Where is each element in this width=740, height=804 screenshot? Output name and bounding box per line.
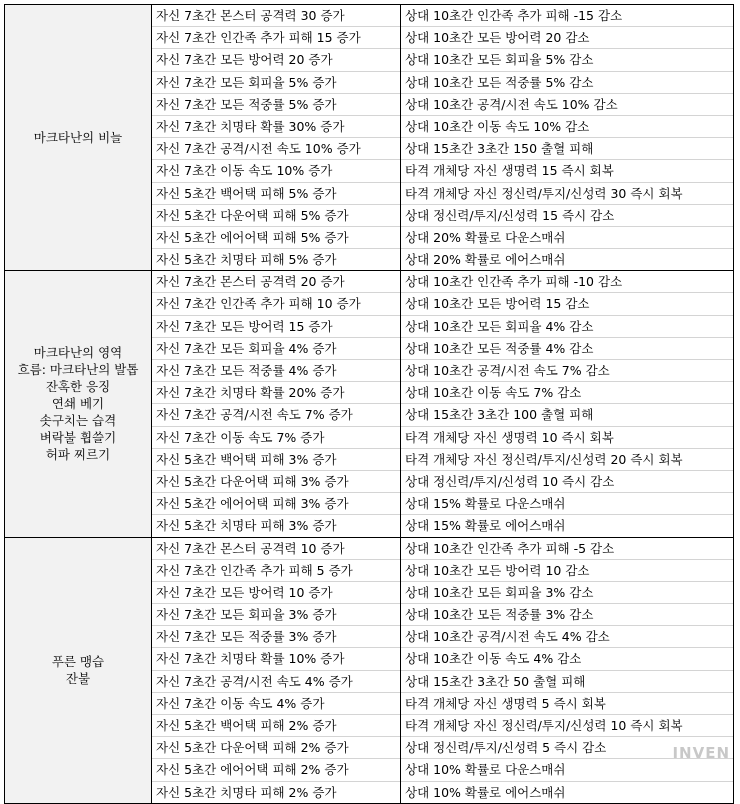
self-effect-line: 자신 7초간 모든 회피율 5% 증가 <box>152 71 400 93</box>
target-effect-line: 상대 10초간 모든 적중률 3% 감소 <box>401 603 733 625</box>
skill-name: 솟구치는 습격 <box>39 413 117 429</box>
self-effect-line: 자신 7초간 인간족 추가 피해 15 증가 <box>152 26 400 48</box>
self-effect-line: 자신 5초간 백어택 피해 2% 증가 <box>152 714 400 736</box>
self-effect-line: 자신 7초간 이동 속도 4% 증가 <box>152 692 400 714</box>
target-effect-line: 타격 개체당 자신 생명력 10 즉시 회복 <box>401 426 733 448</box>
target-effect-line: 상대 10초간 모든 방어력 15 감소 <box>401 292 733 314</box>
inven-watermark: INVEN <box>672 744 730 762</box>
target-effect-line: 상대 10초간 이동 속도 7% 감소 <box>401 381 733 403</box>
self-effect-line: 자신 5초간 백어택 피해 3% 증가 <box>152 448 400 470</box>
target-effect-line: 상대 정신력/투지/신성력 10 즉시 감소 <box>401 470 733 492</box>
target-effect-line: 상대 10초간 모든 적중률 4% 감소 <box>401 337 733 359</box>
self-effect-cell <box>152 5 401 271</box>
skill-name: 흐름: 마크타난의 발톱 <box>17 362 139 378</box>
skill-name: 푸른 맹습 <box>51 654 105 670</box>
self-effect-cell <box>152 537 401 803</box>
skill-name: 연쇄 베기 <box>51 396 105 412</box>
target-effect-line: 상대 10초간 모든 방어력 20 감소 <box>401 26 733 48</box>
target-effect-line: 상대 10초간 인간족 추가 피해 -5 감소 <box>405 540 615 556</box>
self-effect-line: 자신 5초간 다운어택 피해 5% 증가 <box>152 204 400 226</box>
self-effect-line: 자신 7초간 모든 적중률 4% 증가 <box>152 359 400 381</box>
target-effect-line: 타격 개체당 자신 정신력/투지/신성력 30 즉시 회복 <box>401 182 733 204</box>
self-effect-line: 자신 7초간 모든 적중률 3% 증가 <box>152 625 400 647</box>
skill-name: 마크타난의 비늘 <box>33 130 123 146</box>
self-effect-line: 자신 7초간 모든 방어력 20 증가 <box>152 48 400 70</box>
target-effect-line: 상대 15초간 3초간 150 출혈 피해 <box>401 137 733 159</box>
group-row <box>5 537 734 803</box>
self-effect-line: 자신 7초간 인간족 추가 피해 5 증가 <box>152 559 400 581</box>
self-effect-line: 자신 7초간 공격/시전 속도 10% 증가 <box>152 137 400 159</box>
target-effect-line: 상대 정신력/투지/신성력 5 즉시 감소 <box>401 736 733 758</box>
target-effect-line: 상대 15% 확률로 다운스매쉬 <box>401 492 733 514</box>
self-effect-line: 자신 5초간 다운어택 피해 3% 증가 <box>152 470 400 492</box>
self-effect-line: 자신 7초간 치명타 확률 20% 증가 <box>152 381 400 403</box>
skill-name: 벼락불 휩쓸기 <box>39 430 117 446</box>
self-effect-line: 자신 5초간 에어어택 피해 3% 증가 <box>152 492 400 514</box>
self-effect-line: 자신 7초간 공격/시전 속도 4% 증가 <box>152 670 400 692</box>
skill-name: 허파 찌르기 <box>45 447 111 463</box>
skill-name: 잔혹한 응징 <box>45 379 111 395</box>
target-effect-line: 상대 10초간 모든 회피율 5% 감소 <box>401 48 733 70</box>
self-effect-line: 자신 7초간 모든 회피율 4% 증가 <box>152 337 400 359</box>
skill-name: 잔불 <box>65 671 91 687</box>
target-effect-line: 상대 10초간 모든 회피율 3% 감소 <box>401 581 733 603</box>
self-effect-line: 자신 7초간 몬스터 공격력 30 증가 <box>156 8 345 23</box>
target-effect-line: 상대 10% 확률로 에어스매쉬 <box>401 781 733 803</box>
group-row <box>5 5 734 271</box>
target-effect-line: 상대 10초간 모든 회피율 4% 감소 <box>401 315 733 337</box>
target-effect-line: 타격 개체당 자신 정신력/투지/신성력 10 즉시 회복 <box>401 714 733 736</box>
self-effect-line: 자신 5초간 백어택 피해 5% 증가 <box>152 182 400 204</box>
target-effect-cell <box>401 5 734 271</box>
self-effect-line: 자신 7초간 이동 속도 7% 증가 <box>152 426 400 448</box>
target-effect-line: 상대 15초간 3초간 50 출혈 피해 <box>401 670 733 692</box>
target-effect-line: 타격 개체당 자신 생명력 15 즉시 회복 <box>401 159 733 181</box>
self-effect-cell <box>152 271 401 537</box>
self-effect-line: 자신 7초간 모든 적중률 5% 증가 <box>152 93 400 115</box>
skill-name: 마크타난의 영역 <box>33 345 123 361</box>
target-effect-line: 타격 개체당 자신 정신력/투지/신성력 20 즉시 회복 <box>401 448 733 470</box>
self-effect-line: 자신 5초간 에어어택 피해 5% 증가 <box>152 226 400 248</box>
skill-group-name-cell <box>5 5 152 271</box>
self-effect-line: 자신 7초간 인간족 추가 피해 10 증가 <box>152 292 400 314</box>
self-effect-line: 자신 7초간 이동 속도 10% 증가 <box>152 159 400 181</box>
self-effect-line: 자신 5초간 다운어택 피해 2% 증가 <box>152 736 400 758</box>
target-effect-line: 상대 10초간 이동 속도 10% 감소 <box>401 115 733 137</box>
self-effect-line: 자신 7초간 공격/시전 속도 7% 증가 <box>152 403 400 425</box>
target-effect-line: 상대 10초간 공격/시전 속도 4% 감소 <box>401 625 733 647</box>
target-effect-line: 상대 15% 확률로 에어스매쉬 <box>401 514 733 536</box>
target-effect-line: 상대 10초간 공격/시전 속도 10% 감소 <box>401 93 733 115</box>
target-effect-cell <box>401 537 734 803</box>
target-effect-line: 상대 10초간 모든 방어력 10 감소 <box>401 559 733 581</box>
effects-table <box>4 4 734 804</box>
skill-group-name-cell <box>5 537 152 803</box>
group-row <box>5 271 734 537</box>
self-effect-line: 자신 7초간 모든 방어력 15 증가 <box>152 315 400 337</box>
self-effect-line: 자신 7초간 몬스터 공격력 20 증가 <box>156 274 345 290</box>
target-effect-line: 상대 10초간 이동 속도 4% 감소 <box>401 647 733 669</box>
target-effect-line: 타격 개체당 자신 생명력 5 즉시 회복 <box>401 692 733 714</box>
self-effect-line: 자신 7초간 모든 회피율 3% 증가 <box>152 603 400 625</box>
self-effect-line: 자신 5초간 치명타 피해 5% 증가 <box>152 248 400 270</box>
table-body <box>5 5 734 804</box>
self-effect-line: 자신 5초간 에어어택 피해 2% 증가 <box>152 758 400 780</box>
self-effect-line: 자신 7초간 치명타 확률 30% 증가 <box>152 115 400 137</box>
self-effect-line: 자신 5초간 치명타 피해 2% 증가 <box>152 781 400 803</box>
target-effect-line: 상대 20% 확률로 다운스매쉬 <box>401 226 733 248</box>
self-effect-line: 자신 7초간 몬스터 공격력 10 증가 <box>156 540 345 556</box>
self-effect-line: 자신 5초간 치명타 피해 3% 증가 <box>152 514 400 536</box>
target-effect-line: 상대 20% 확률로 에어스매쉬 <box>401 248 733 270</box>
self-effect-line: 자신 7초간 치명타 확률 10% 증가 <box>152 647 400 669</box>
target-effect-cell <box>401 271 734 537</box>
target-effect-line: 상대 10초간 인간족 추가 피해 -15 감소 <box>405 8 623 23</box>
target-effect-line: 상대 10초간 공격/시전 속도 7% 감소 <box>401 359 733 381</box>
target-effect-line: 상대 10% 확률로 다운스매쉬 <box>401 758 733 780</box>
skill-group-name-cell <box>5 271 152 537</box>
self-effect-line: 자신 7초간 모든 방어력 10 증가 <box>152 581 400 603</box>
target-effect-line: 상대 정신력/투지/신성력 15 즉시 감소 <box>401 204 733 226</box>
target-effect-line: 상대 10초간 인간족 추가 피해 -10 감소 <box>405 274 623 290</box>
target-effect-line: 상대 10초간 모든 적중률 5% 감소 <box>401 71 733 93</box>
target-effect-line: 상대 15초간 3초간 100 출혈 피해 <box>401 403 733 425</box>
